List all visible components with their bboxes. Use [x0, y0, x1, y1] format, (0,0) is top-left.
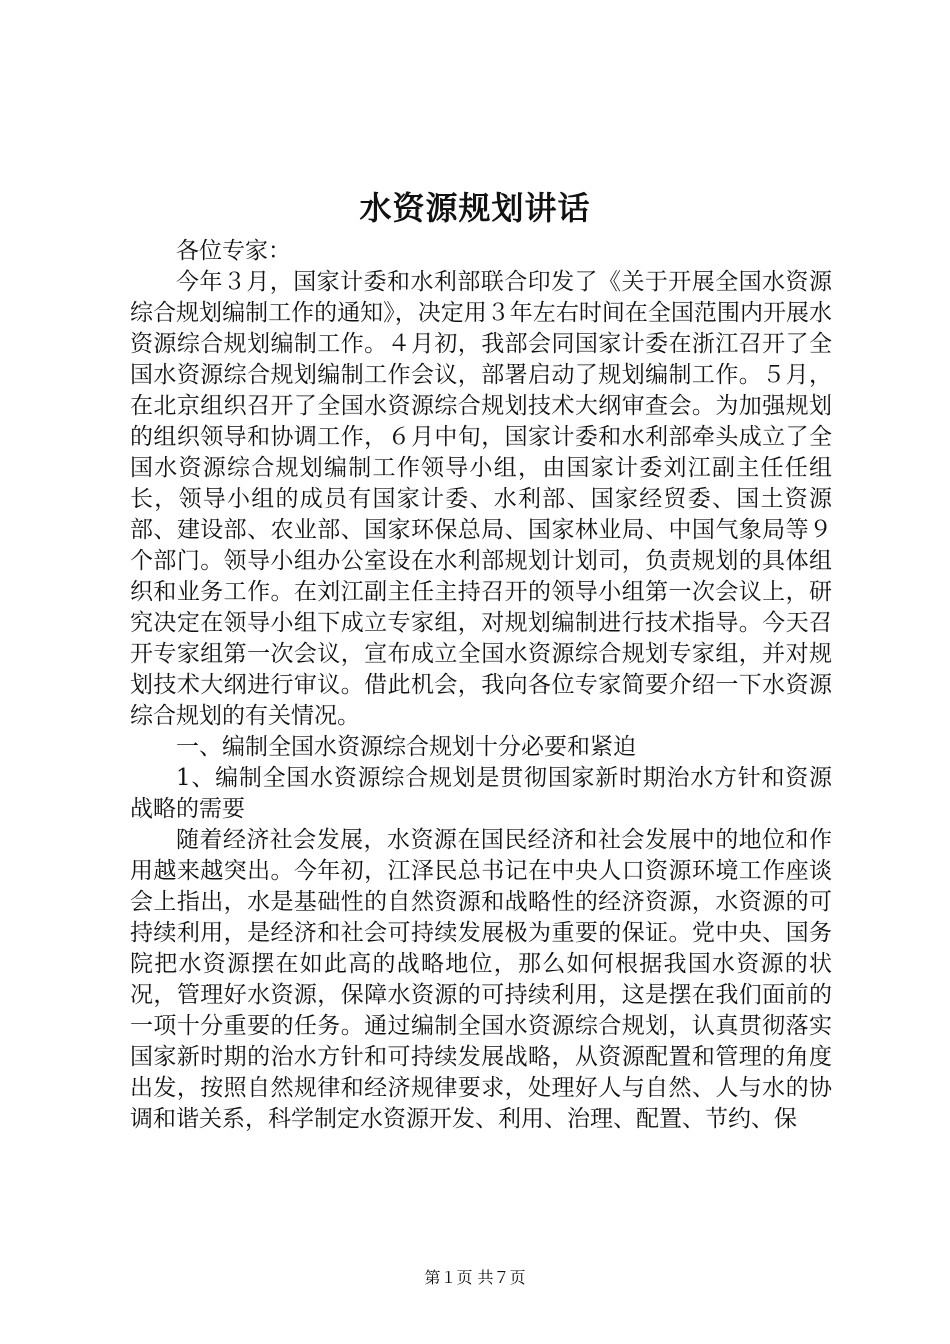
page-footer: 第１页 共７页 — [424, 1268, 526, 1287]
intro-paragraph: 今年３月，国家计委和水利部联合印发了《关于开展全国水资源综合规划编制工作的通知》，决定用３年左右时间在全国范围内开展水资源综合规划编制工作。４月初，我部会同国家计委在浙江召开了全国水资源综合规划编制工作会议，部署启动了规划编制工作。５月，在北京组织召开了全国水资源综合规划技术大纲审查会。为加强规划的组织领导和协调工作，６月中旬，国家计委和水利部牵头成立了全国水资源综合规划编制工作领导小组，由国家计委刘江副主任任组长，领导小组的成员有国家计委、水利部、国家经贸委、国土资源部、建设部、农业部、国家环保总局、国家林业局、中国气象局等９个部门。领导小组办公室设在水利部规划计划司，负责规划的具体组织和业务工作。在刘江副主任主持召开的领导小组第一次会议上，研究决定在领导小组下成立专家组，对规划编制进行技术指导。今天召开专家组第一次会议，宣布成立全国水资源综合规划专家组，并对规划技术大纲进行审议。借此机会，我向各位专家简要介绍一下水资源综合规划的有关情况。 — [130, 269, 832, 729]
body-paragraph: 随着经济社会发展，水资源在国民经济和社会发展中的地位和作用越来越突出。今年初，江泽民总书记在中央人口资源环境工作座谈会上指出，水是基础性的自然资源和战略性的经济资源，水资源的可持续利用，是经济和社会可持续发展极为重要的保证。党中央、国务院把水资源摆在如此高的战略地位，那么如何根据我国水资源的状况，管理好水资源，保障水资源的可持续利用，这是摆在我们面前的一项十分重要的任务。通过编制全国水资源综合规划，认真贯彻落实国家新时期的治水方针和可持续发展战略，从资源配置和管理的角度出发，按照自然规律和经济规律要求，处理好人与自然、人与水的协调和谐关系，科学制定水资源开发、利用、治理、配置、节约、保 — [130, 827, 832, 1132]
section-heading: 一、编制全国水资源综合规划十分必要和紧迫 — [176, 734, 636, 760]
document-body — [130, 236, 832, 1135]
subsection-heading: 1、编制全国水资源综合规划是贯彻国家新时期治水方针和资源战略的需要 — [130, 765, 832, 822]
document-title: 水资源规划讲话 — [359, 189, 591, 227]
salutation-paragraph: 各位专家： — [176, 238, 291, 264]
